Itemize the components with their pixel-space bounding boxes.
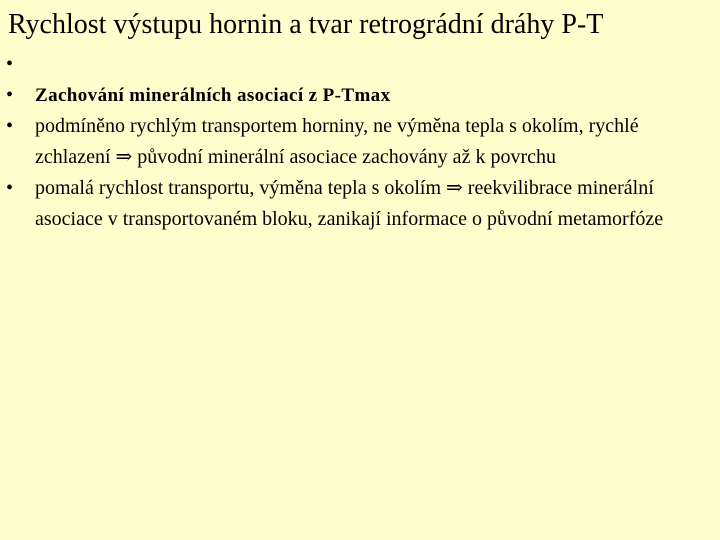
bullet-text: pomalá rychlost transportu, výměna tepla s okolím ⇒ reekvilibrace minerální asociace v transportovaném bloku, zanikají informace o původní metamorfóze (35, 177, 664, 230)
list-item (6, 111, 706, 173)
bullet-icon: • (6, 115, 14, 137)
list-item (6, 80, 706, 111)
bullet-icon: • (6, 177, 14, 199)
slide-title: Rychlost výstupu hornin a tvar retrográdní dráhy P-T (8, 9, 604, 40)
bullet-icon: • (6, 53, 14, 75)
bullet-text: Zachování minerálních asociací z P-Tmax (35, 85, 391, 106)
list-item (6, 173, 706, 235)
bullet-icon: • (6, 84, 14, 106)
bullet-text: podmíněno rychlým transportem horniny, ne výměna tepla s okolím, rychlé zchlazení ⇒ původní minerální asociace zachovány až k povrchu (35, 115, 639, 168)
bullet-list (6, 49, 706, 235)
list-item (6, 49, 706, 80)
